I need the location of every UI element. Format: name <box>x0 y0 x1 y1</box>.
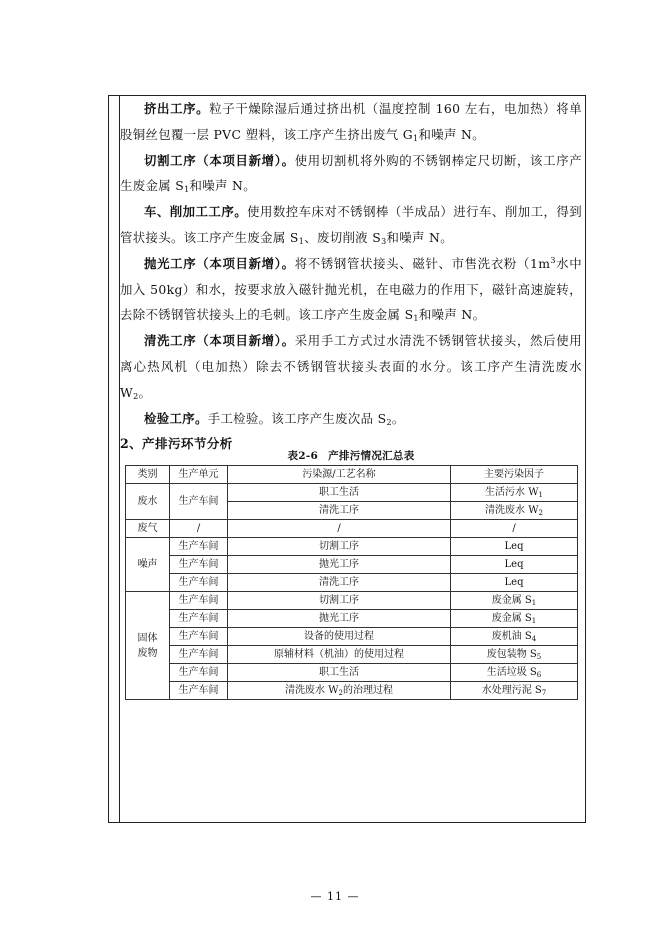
table-row <box>126 574 578 592</box>
unit-cell: 生产车间 <box>170 682 228 700</box>
process-description <box>120 96 582 457</box>
section-heading: 2、产排污环节分析 <box>120 436 233 452</box>
table-row <box>126 610 578 628</box>
table-caption <box>120 448 582 463</box>
paragraph-extrusion <box>120 96 582 148</box>
source-cell: 设备的使用过程 <box>228 628 451 646</box>
table-row <box>126 592 578 610</box>
category-cell: 废水 <box>126 484 170 520</box>
text: 。 <box>391 410 405 426</box>
source-text: 的治理过程 <box>342 685 393 696</box>
unit-cell: 生产车间 <box>170 538 228 556</box>
title-extrusion: 挤出工序。 <box>144 101 210 116</box>
source-cell: 职工生活 <box>228 664 451 682</box>
header-category: 类别 <box>126 466 170 484</box>
source-cell: / <box>228 520 451 538</box>
subscript: 6 <box>536 671 542 679</box>
factor-text: 废包装物 S <box>486 649 537 660</box>
table-row <box>126 556 578 574</box>
factor-text: 清洗废水 W <box>485 505 539 516</box>
unit-cell: 生产车间 <box>170 556 228 574</box>
category-cell: 废气 <box>126 520 170 538</box>
factor-cell <box>451 646 578 664</box>
source-cell <box>228 682 451 700</box>
subscript: 7 <box>541 689 547 697</box>
page-number: — 11 — <box>310 890 360 903</box>
factor-text: 生活污水 W <box>485 487 539 498</box>
source-cell: 切割工序 <box>228 592 451 610</box>
factor-text: 废金属 S <box>491 613 532 624</box>
text: 水中加入 50kg）和水，按要求放入磁针抛光机，在电磁力的作用下，磁针高速旋转，去除不锈钢管状接头上的毛刺。该工序产生废金属 S <box>120 255 582 323</box>
title-cleaning: 清洗工序（本项目新增）。 <box>144 333 295 349</box>
paragraph-cutting <box>120 148 582 200</box>
subscript: 1 <box>413 133 419 143</box>
factor-cell <box>451 502 578 520</box>
factor-cell: / <box>451 520 578 538</box>
title-inspection: 检验工序。 <box>144 410 208 426</box>
category-cell <box>126 592 170 700</box>
title-cutting: 切割工序（本项目新增）。 <box>144 152 295 168</box>
unit-cell: 生产车间 <box>170 592 228 610</box>
text: 使用数控车床对不锈钢棒（半成品）进行车、削加工，得到管状接头。该工序产生废金属 S <box>120 204 582 245</box>
paragraph-cleaning <box>120 328 582 405</box>
subscript: 4 <box>531 635 537 643</box>
text: 。 <box>138 384 152 400</box>
subscript: 3 <box>381 236 387 246</box>
factor-text: 废金属 S <box>491 595 532 606</box>
source-cell: 抛光工序 <box>228 556 451 574</box>
source-cell: 抛光工序 <box>228 610 451 628</box>
header-factor: 主要污染因子 <box>451 466 578 484</box>
paragraph-inspection <box>120 406 582 432</box>
text: 和噪声 N。 <box>418 126 485 142</box>
category-line: 固体 <box>137 632 158 644</box>
subscript: 1 <box>538 491 543 499</box>
unit-cell: 生产车间 <box>170 610 228 628</box>
subscript: 1 <box>184 185 190 195</box>
source-cell: 清洗工序 <box>228 502 451 520</box>
factor-cell <box>451 484 578 502</box>
factor-cell: Leq <box>451 538 578 556</box>
source-cell: 职工生活 <box>228 484 451 502</box>
text: 采用手工方式过水清洗不锈钢管状接头，然后使用离心热风机（电加热）除去不锈钢管状接头表面的水分。该工序产生清洗废水 W <box>120 333 583 400</box>
factor-cell <box>451 682 578 700</box>
subscript: 1 <box>413 314 419 324</box>
subscript: 2 <box>386 417 392 427</box>
factor-text: 水处理污泥 S <box>481 685 542 696</box>
subscript: 2 <box>338 689 343 697</box>
paragraph-turning <box>120 199 582 251</box>
subscript: 2 <box>538 509 543 517</box>
category-cell: 噪声 <box>126 538 170 592</box>
unit-cell: 生产车间 <box>170 628 228 646</box>
table-row <box>126 520 578 538</box>
table-title: 产排污情况汇总表 <box>328 450 415 462</box>
factor-cell <box>451 610 578 628</box>
factor-text: 废机油 S <box>491 631 532 642</box>
text: 和噪声 N。 <box>386 229 453 245</box>
header-unit: 生产单元 <box>170 466 228 484</box>
subscript: 1 <box>531 617 537 625</box>
unit-cell: / <box>170 520 228 538</box>
factor-text: 生活垃圾 S <box>486 667 537 678</box>
category-line: 废物 <box>137 647 158 659</box>
text: 手工检验。该工序产生废次品 S <box>207 410 387 426</box>
subscript: 1 <box>298 236 305 246</box>
superscript: 3 <box>550 255 556 265</box>
table-number: 表2-6 <box>287 450 319 462</box>
subscript: 2 <box>133 391 139 401</box>
table-header-row <box>126 466 578 484</box>
source-cell: 原辅材料（机油）的使用过程 <box>228 646 451 664</box>
text: 使用切割机将外购的不锈钢棒定尺切断，该工序产生废金属 S <box>120 152 583 194</box>
table-row <box>126 646 578 664</box>
table-row <box>126 628 578 646</box>
source-text: 清洗废水 W <box>285 685 339 696</box>
pollution-summary-table <box>125 465 578 700</box>
text: 粒子干燥除湿后通过挤出机（温度控制 160 左右，电加热）将单股铜丝包覆一层 PVC 塑料，该工序产生挤出废气 G <box>120 101 582 142</box>
factor-cell: Leq <box>451 556 578 574</box>
unit-cell: 生产车间 <box>170 664 228 682</box>
unit-cell: 生产车间 <box>170 484 228 520</box>
text: 和噪声 N。 <box>189 178 256 194</box>
text: 和噪声 N。 <box>418 307 486 323</box>
title-polishing: 抛光工序（本项目新增）。 <box>144 255 295 271</box>
text: 、废切削液 S <box>304 229 382 245</box>
subscript: 1 <box>531 599 537 607</box>
title-turning: 车、削加工工序。 <box>144 204 248 220</box>
factor-cell: Leq <box>451 574 578 592</box>
factor-cell <box>451 664 578 682</box>
table-row <box>126 682 578 700</box>
table-row <box>126 664 578 682</box>
paragraph-polishing <box>120 251 582 328</box>
factor-cell <box>451 628 578 646</box>
source-cell: 清洗工序 <box>228 574 451 592</box>
subscript: 5 <box>536 653 542 661</box>
header-source: 污染源/工艺名称 <box>228 466 451 484</box>
text: 将不锈钢管状接头、磁针、市售洗衣粉（1m <box>294 255 551 271</box>
table-row <box>126 538 578 556</box>
unit-cell: 生产车间 <box>170 574 228 592</box>
table-row <box>126 484 578 502</box>
factor-cell <box>451 592 578 610</box>
source-cell: 切割工序 <box>228 538 451 556</box>
unit-cell: 生产车间 <box>170 646 228 664</box>
